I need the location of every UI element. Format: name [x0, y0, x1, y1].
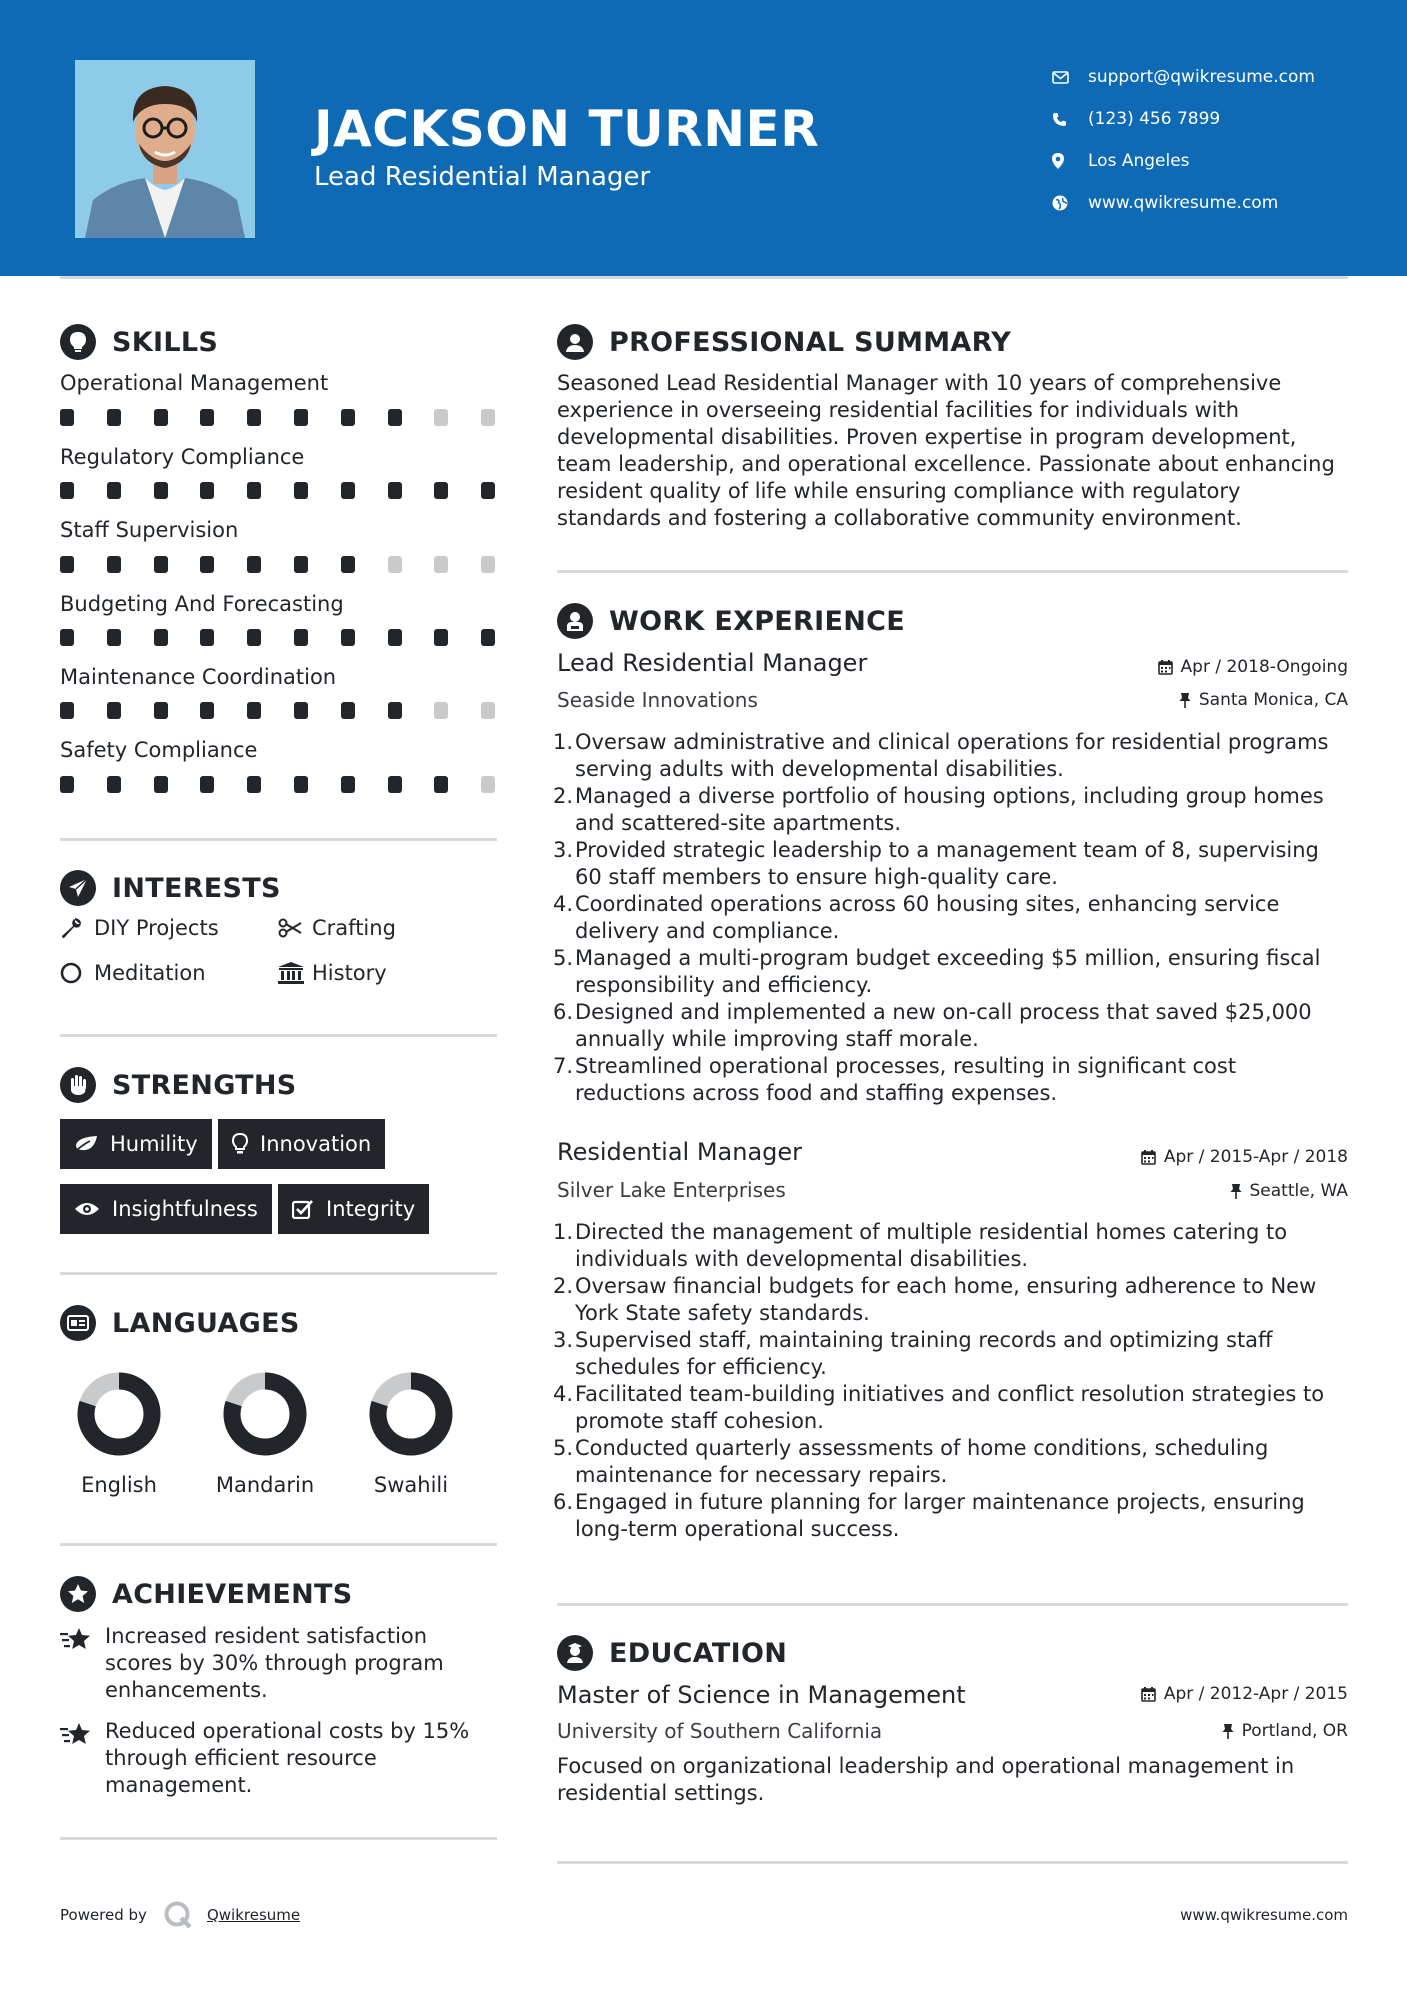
skill-name: Budgeting And Forecasting	[60, 592, 344, 616]
skill-dot-filled	[388, 776, 402, 793]
map-pin-icon	[1052, 153, 1088, 169]
skill-dot-filled	[341, 776, 355, 793]
contact-list	[1052, 56, 1315, 224]
scissors-icon	[278, 918, 312, 938]
list-item: 2. Oversaw financial budgets for each home, ensuring adherence to New York State safety standards.	[553, 1274, 1317, 1325]
language-label: Swahili	[373, 1473, 449, 1497]
job-date-text: Apr / 2015-Apr / 2018	[1163, 1147, 1348, 1167]
envelope-icon	[1052, 71, 1088, 84]
skill-dot-filled	[60, 409, 74, 426]
skill-name: Staff Supervision	[60, 518, 239, 542]
section-divider	[60, 1543, 497, 1546]
strength-tag	[60, 1119, 212, 1169]
school-name: University of Southern California	[557, 1719, 883, 1743]
strength-tag	[278, 1184, 429, 1234]
summary-title: PROFESSIONAL SUMMARY	[609, 326, 1012, 358]
contact-phone[interactable]	[1052, 98, 1315, 140]
interest-label: DIY Projects	[94, 916, 219, 940]
languages-heading	[60, 1305, 300, 1341]
job-bullets	[553, 1219, 1348, 1543]
skill-dot-filled	[341, 629, 355, 646]
achievement-text: Reduced operational costs by 15% through efficient resource management.	[105, 1719, 470, 1797]
skill-dot-filled	[107, 702, 121, 719]
contact-website-text: www.qwikresume.com	[1088, 193, 1279, 213]
skill-dot-filled	[388, 409, 402, 426]
skill-dot-filled	[247, 776, 261, 793]
pushpin-icon	[1179, 692, 1191, 708]
job-company: Silver Lake Enterprises	[557, 1178, 786, 1202]
section-divider	[60, 1034, 497, 1037]
star-icon	[60, 1623, 105, 1704]
star-icon	[60, 1576, 96, 1612]
section-divider	[557, 1603, 1348, 1606]
skill-dot-filled	[200, 776, 214, 793]
section-divider	[557, 1861, 1348, 1864]
achievements-heading	[60, 1576, 353, 1612]
contact-email-text: support@qwikresume.com	[1088, 67, 1315, 87]
skill-dot-filled	[60, 556, 74, 573]
job-location	[1230, 1181, 1349, 1201]
skill-dot-filled	[341, 702, 355, 719]
education-title: EDUCATION	[609, 1637, 788, 1669]
profile-photo	[75, 60, 255, 238]
interest-label: Crafting	[312, 916, 396, 940]
paper-plane-icon	[60, 870, 96, 906]
skill-dot-filled	[154, 556, 168, 573]
skill-dot-filled	[154, 702, 168, 719]
skill-dot-filled	[200, 556, 214, 573]
job-location-text: Seattle, WA	[1249, 1181, 1348, 1201]
experience-heading	[557, 603, 905, 639]
skill-dot-empty	[481, 556, 495, 573]
contact-phone-text: (123) 456 7899	[1088, 109, 1221, 129]
list-item: 1. Directed the management of multiple residential homes catering to individuals with developmental disabilities.	[553, 1220, 1288, 1271]
skill-dot-filled	[388, 482, 402, 499]
list-item: 3. Supervised staff, maintaining training records and optimizing staff schedules for efficiency.	[553, 1328, 1273, 1379]
achievement-text: Increased resident satisfaction scores by 30% through program enhancements.	[105, 1624, 444, 1702]
circle-icon	[60, 962, 94, 984]
languages-title: LANGUAGES	[112, 1307, 300, 1339]
job-bullets	[553, 729, 1348, 1107]
skill-name: Operational Management	[60, 371, 329, 395]
calendar-icon	[1141, 1150, 1156, 1165]
skill-dot-filled	[294, 409, 308, 426]
language-label: English	[81, 1473, 157, 1497]
skill-dot-empty	[481, 702, 495, 719]
interests-heading	[60, 870, 281, 906]
lightbulb-icon	[60, 324, 96, 360]
skill-dot-filled	[60, 776, 74, 793]
experience-title: WORK EXPERIENCE	[609, 605, 905, 637]
job-date	[1158, 657, 1348, 677]
skill-dot-filled	[107, 629, 121, 646]
achievement-item	[60, 1718, 470, 1799]
hand-icon	[60, 1067, 96, 1103]
summary-heading	[557, 324, 1011, 360]
interests-title: INTERESTS	[112, 872, 281, 904]
skill-name: Maintenance Coordination	[60, 665, 337, 689]
skill-dot-filled	[434, 629, 448, 646]
skill-dot-filled	[200, 702, 214, 719]
skill-dot-filled	[294, 629, 308, 646]
skill-dot-filled	[107, 482, 121, 499]
interest-item	[278, 961, 387, 985]
skill-dot-filled	[434, 776, 448, 793]
wrench-icon	[60, 917, 94, 939]
calendar-icon	[1158, 660, 1173, 675]
skill-dot-filled	[341, 482, 355, 499]
education-date-text: Apr / 2012-Apr / 2015	[1163, 1684, 1348, 1704]
check-square-icon	[292, 1199, 314, 1219]
skill-dot-filled	[107, 409, 121, 426]
interest-item	[278, 916, 396, 940]
briefcase-user-icon	[557, 603, 593, 639]
strengths-title: STRENGTHS	[112, 1069, 297, 1101]
powered-by-text: Powered by	[60, 1906, 147, 1924]
graduation-icon	[557, 1635, 593, 1671]
achievements-title: ACHIEVEMENTS	[112, 1578, 353, 1610]
list-item: 4. Coordinated operations across 60 housing sites, enhancing service delivery and compliance.	[553, 892, 1280, 943]
skill-dot-filled	[60, 702, 74, 719]
strength-label: Insightfulness	[112, 1197, 258, 1221]
candidate-name: JACKSON TURNER	[314, 100, 820, 158]
skill-dot-filled	[247, 702, 261, 719]
skill-dot-filled	[481, 482, 495, 499]
skill-dot-filled	[388, 629, 402, 646]
education-description: Focused on organizational leadership and operational management in residential settings.	[557, 1754, 1295, 1805]
strengths-heading	[60, 1067, 297, 1103]
skill-dot-filled	[200, 629, 214, 646]
job-company: Seaside Innovations	[557, 688, 758, 712]
list-item: 7. Streamlined operational processes, resulting in significant cost reductions across food and staffing expenses.	[553, 1054, 1237, 1105]
id-card-icon	[60, 1305, 96, 1341]
institution-icon	[278, 962, 312, 984]
footer-powered-by	[60, 1900, 300, 1930]
skill-dot-filled	[247, 482, 261, 499]
skill-dot-filled	[107, 556, 121, 573]
footer-url[interactable]: www.qwikresume.com	[1180, 1906, 1348, 1924]
eye-icon	[74, 1201, 100, 1217]
section-divider	[60, 838, 497, 841]
lightbulb-icon	[232, 1133, 248, 1155]
list-item: 5. Managed a multi-program budget exceeding $5 million, ensuring fiscal responsibility and efficiency.	[553, 946, 1321, 997]
skill-dot-filled	[294, 702, 308, 719]
list-item: 2. Managed a diverse portfolio of housing options, including group homes and scattered-site apartments.	[553, 784, 1324, 835]
skill-dot-filled	[341, 556, 355, 573]
user-icon	[557, 324, 593, 360]
skill-name: Regulatory Compliance	[60, 445, 305, 469]
list-item: 4. Facilitated team-building initiatives and conflict resolution strategies to promote staff cohesion.	[553, 1382, 1325, 1433]
pushpin-icon	[1222, 1723, 1234, 1739]
interest-label: Meditation	[94, 961, 206, 985]
achievement-item	[60, 1623, 470, 1704]
strength-tag	[218, 1119, 385, 1169]
qwikresume-logo-icon	[163, 1900, 193, 1930]
summary-text: Seasoned Lead Residential Manager with 10 years of comprehensive experience in overseeing residential facilities for individuals with developmental disabilities. Proven expertise in program development, team leadership, and operational excellence. Passionate about enhancing resident quality of life while ensuring compliance with regulatory standards and fostering a collaborative community environment.	[557, 371, 1335, 530]
job-location	[1179, 690, 1348, 710]
skill-dot-filled	[200, 409, 214, 426]
candidate-role: Lead Residential Manager	[314, 162, 651, 192]
skills-heading	[60, 324, 218, 360]
skill-dot-filled	[154, 776, 168, 793]
degree-title: Master of Science in Management	[557, 1681, 966, 1709]
contact-website[interactable]	[1052, 182, 1315, 224]
footer-brand-link[interactable]: Qwikresume	[206, 1906, 301, 1924]
language-donut	[74, 1369, 164, 1459]
skills-title: SKILLS	[112, 326, 219, 358]
skill-dot-filled	[247, 409, 261, 426]
skill-dot-filled	[481, 629, 495, 646]
skill-dot-empty	[481, 409, 495, 426]
skill-dot-filled	[154, 629, 168, 646]
education-location	[1222, 1721, 1348, 1741]
section-divider	[60, 1272, 497, 1275]
contact-location-text: Los Angeles	[1088, 151, 1190, 171]
skill-dot-filled	[294, 776, 308, 793]
skill-dot-filled	[247, 629, 261, 646]
job-title: Residential Manager	[557, 1138, 803, 1166]
interest-item	[60, 961, 206, 985]
star-icon	[60, 1718, 105, 1799]
strength-label: Integrity	[326, 1197, 416, 1221]
globe-icon	[1052, 195, 1088, 211]
language-label: Mandarin	[215, 1473, 315, 1497]
section-divider	[557, 570, 1348, 573]
strength-label: Humility	[110, 1132, 198, 1156]
contact-email[interactable]	[1052, 56, 1315, 98]
skill-dot-empty	[434, 409, 448, 426]
education-heading	[557, 1635, 787, 1671]
calendar-icon	[1141, 1687, 1156, 1702]
skill-dot-filled	[107, 776, 121, 793]
job-date-text: Apr / 2018-Ongoing	[1180, 657, 1348, 677]
interest-label: History	[312, 961, 387, 985]
job-title: Lead Residential Manager	[557, 649, 868, 677]
job-date	[1141, 1147, 1348, 1167]
skill-dot-filled	[247, 556, 261, 573]
skill-dot-filled	[294, 482, 308, 499]
strength-tag	[60, 1184, 272, 1234]
header-banner	[0, 0, 1407, 276]
skill-dot-filled	[60, 629, 74, 646]
skill-dot-filled	[154, 482, 168, 499]
skill-dot-filled	[294, 556, 308, 573]
skill-dot-filled	[60, 482, 74, 499]
language-donut	[366, 1369, 456, 1459]
skill-dot-filled	[434, 482, 448, 499]
contact-location	[1052, 140, 1315, 182]
skill-dot-empty	[481, 776, 495, 793]
interest-item	[60, 916, 219, 940]
skill-dot-filled	[154, 409, 168, 426]
list-item: 5. Conducted quarterly assessments of home conditions, scheduling maintenance for necessary repairs.	[553, 1436, 1269, 1487]
header-divider	[60, 276, 1348, 279]
list-item: 6. Engaged in future planning for larger maintenance projects, ensuring long-term operational success.	[553, 1490, 1305, 1541]
skill-name: Safety Compliance	[60, 738, 258, 762]
job-location-text: Santa Monica, CA	[1198, 690, 1348, 710]
skill-dot-empty	[388, 556, 402, 573]
list-item: 6. Designed and implemented a new on-call process that saved $25,000 annually while improving staff morale.	[553, 1000, 1312, 1051]
language-donut	[220, 1369, 310, 1459]
pushpin-icon	[1230, 1183, 1242, 1199]
section-divider	[60, 1837, 497, 1840]
skill-dot-empty	[434, 702, 448, 719]
skill-dot-empty	[434, 556, 448, 573]
strength-label: Innovation	[260, 1132, 372, 1156]
phone-icon	[1052, 112, 1088, 127]
skill-dot-filled	[388, 702, 402, 719]
skill-dot-filled	[200, 482, 214, 499]
education-date	[1141, 1684, 1348, 1704]
education-location-text: Portland, OR	[1241, 1721, 1348, 1741]
skill-dot-filled	[341, 409, 355, 426]
leaf-icon	[74, 1135, 98, 1153]
list-item: 1. Oversaw administrative and clinical operations for residential programs serving adults with developmental disabilities.	[553, 730, 1329, 781]
list-item: 3. Provided strategic leadership to a management team of 8, supervising 60 staff members to ensure high-quality care.	[553, 838, 1319, 889]
